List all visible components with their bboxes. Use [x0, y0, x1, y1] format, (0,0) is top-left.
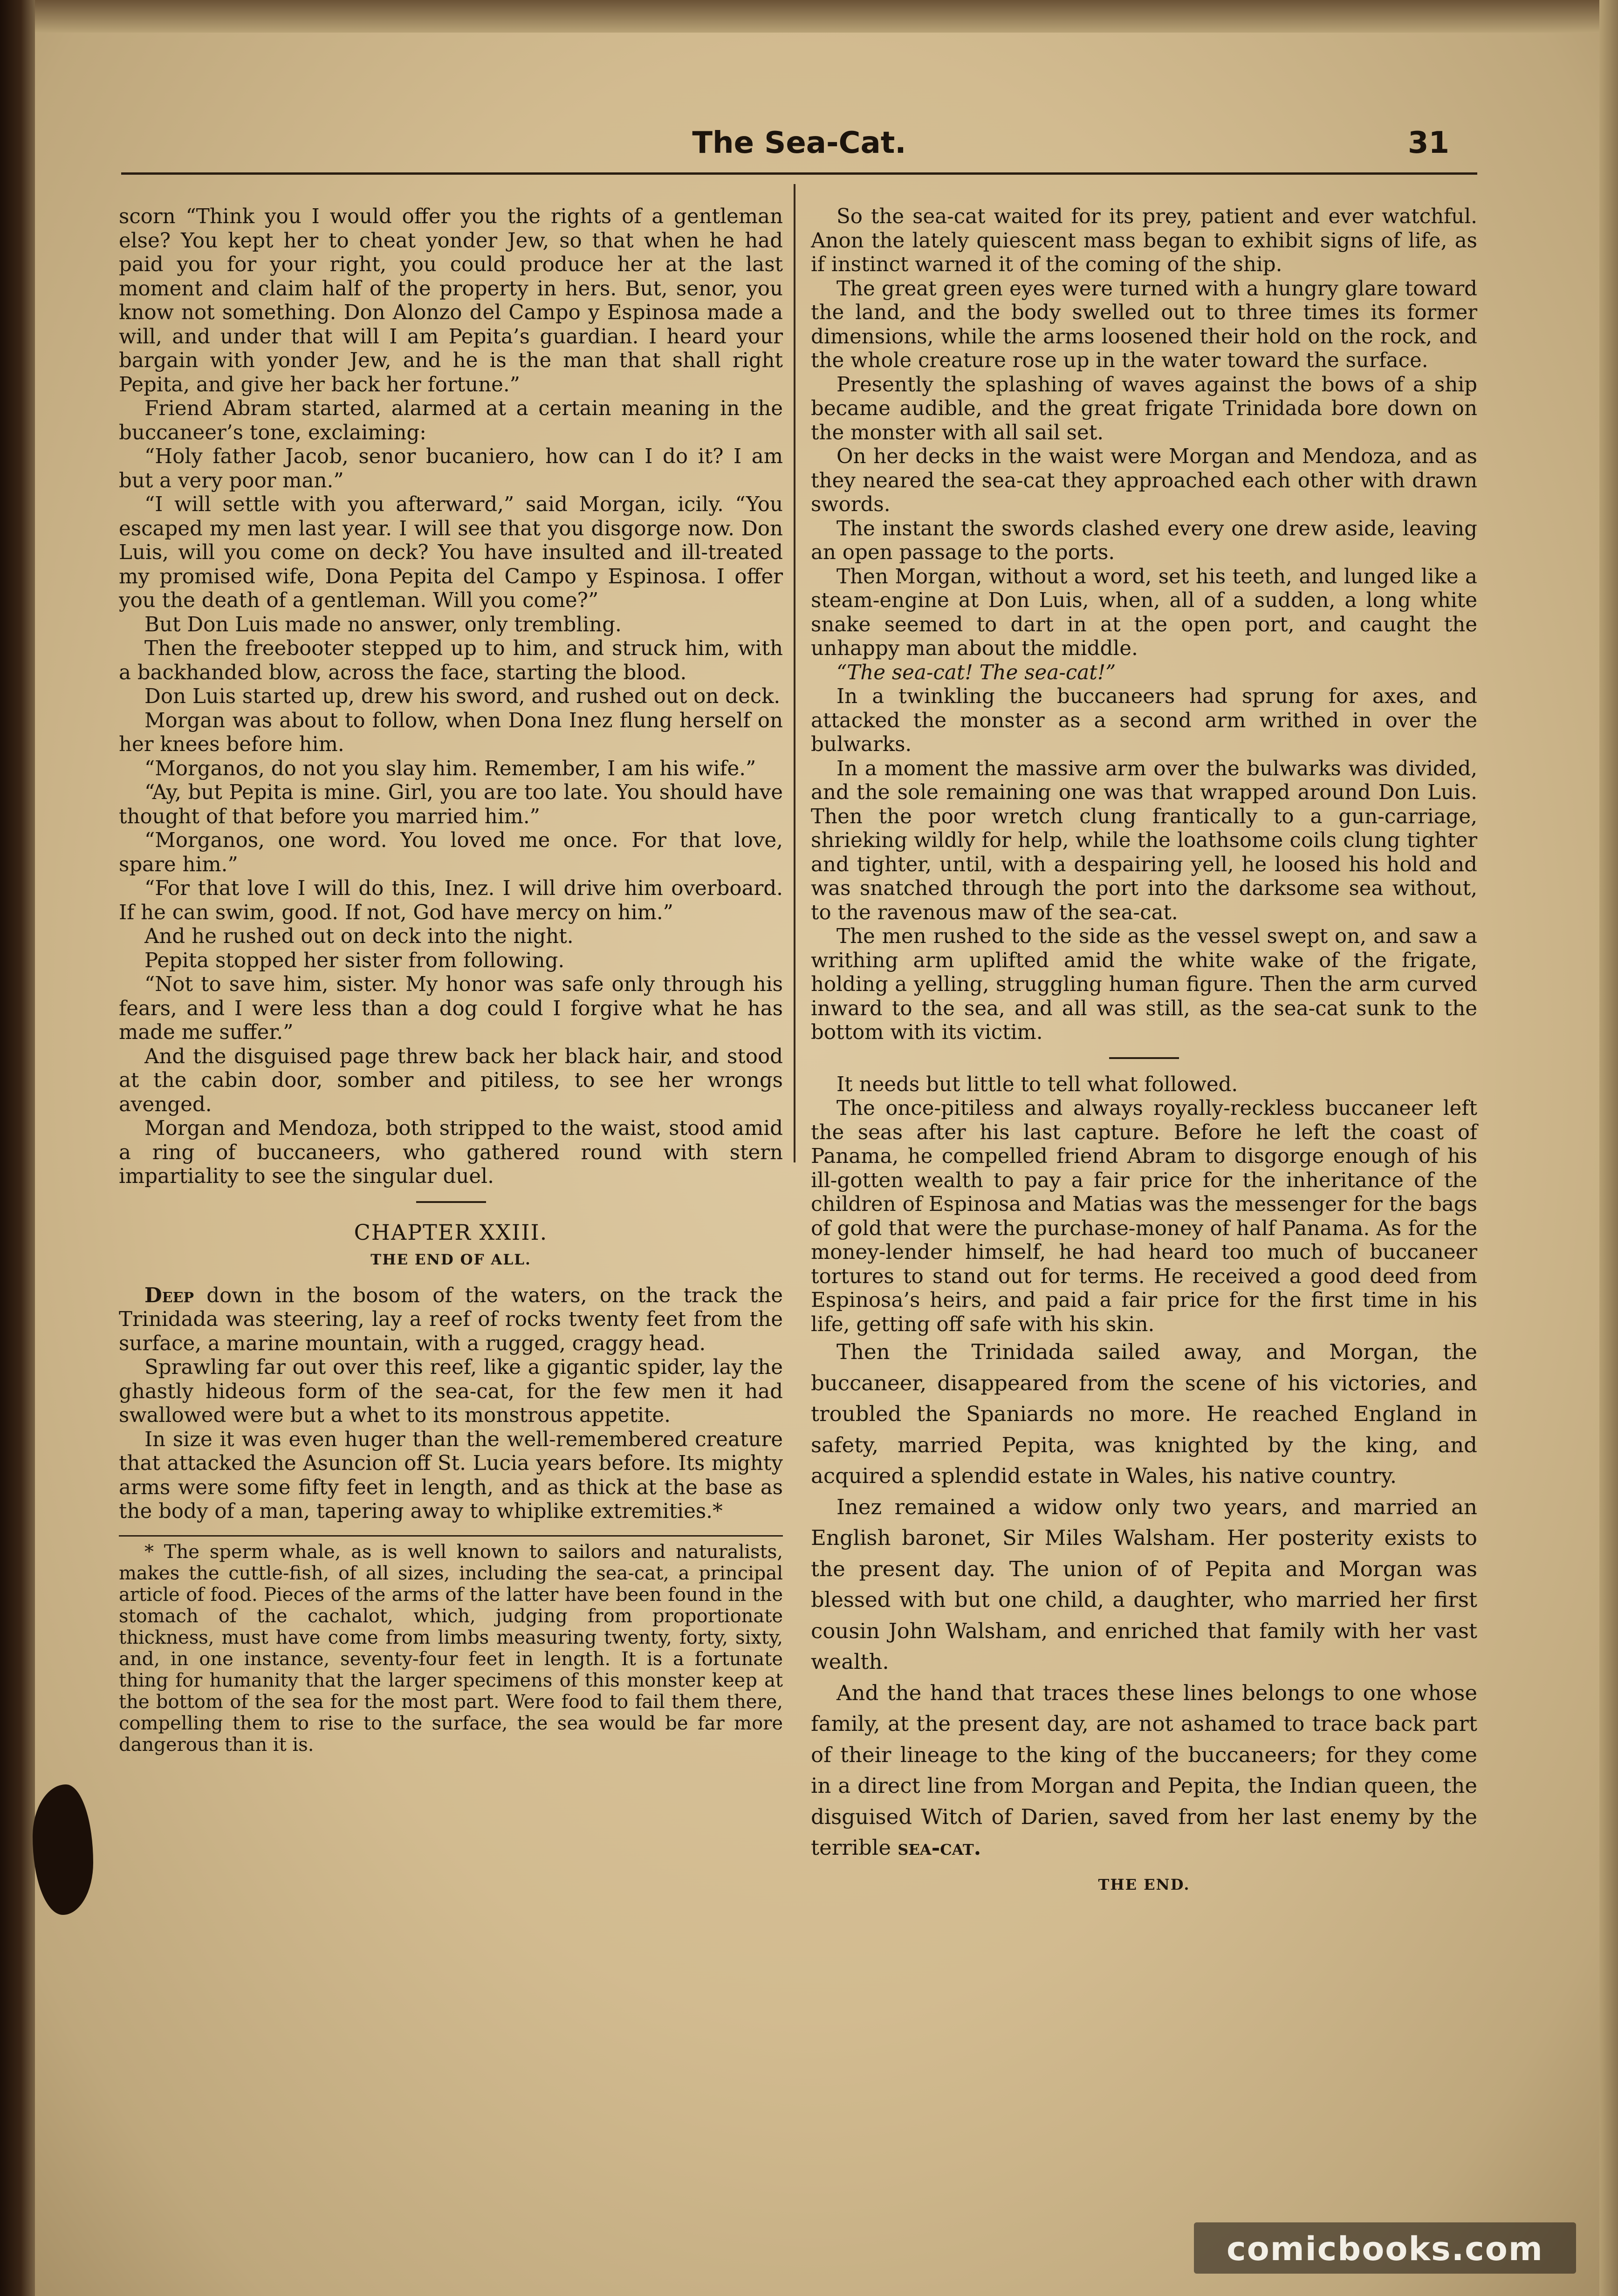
paragraph: “Holy father Jacob, senor bucaniero, how can I do it? I am but a very poor man.”: [119, 445, 783, 492]
chapter-subtitle: THE END OF ALL.: [370, 1251, 531, 1268]
paragraph: The instant the swords clashed every one drew aside, leaving an open passage to the ports.: [811, 517, 1477, 564]
page-top-shadow: [0, 0, 1618, 33]
footnote-rule: [119, 1535, 783, 1537]
paragraph: It needs but little to tell what followed.: [836, 1073, 1238, 1096]
paragraph: “Morganos, do not you slay him. Remember, I am his wife.”: [144, 757, 756, 780]
chapter-opening-paragraph: [119, 1284, 783, 1356]
paragraph: But Don Luis made no answer, only trembling.: [144, 613, 622, 636]
chapter-heading: CHAPTER XXIII.: [354, 1219, 548, 1245]
paragraph: Presently the splashing of waves against the bows of a ship became audible, and the great frigate Trinidada bore down on the monster with all sail set.: [811, 373, 1477, 444]
paragraph: “Morganos, one word. You loved me once. For that love, spare him.”: [119, 829, 783, 876]
paragraph: Don Luis started up, drew his sword, and rushed out on deck.: [144, 685, 781, 708]
drop-word: Deep: [144, 1283, 194, 1307]
paragraph: “Ay, but Pepita is mine. Girl, you are too late. You should have thought of that before you married him.”: [119, 781, 783, 828]
paragraph: “I will settle with you afterward,” said Morgan, icily. “You escaped my men last year. I will see that you disgorge now. Don Luis, will you come on deck? You have insulted and ill-treated my promised wife, Dona Pepita del Campo y Espinosa. I offer you the death of a gentleman. Will you come?”: [119, 493, 783, 612]
section-rule: [1109, 1057, 1179, 1059]
watermark-text: comicbooks.com: [1227, 2230, 1543, 2268]
paragraph: Friend Abram started, alarmed at a certain meaning in the buccaneer’s tone, exclaiming:: [119, 397, 783, 444]
paragraph: So the sea-cat waited for its prey, patient and ever watchful. Anon the lately quiescent mass began to exhibit signs of life, as if instinct warned it of the coming of the ship.: [811, 205, 1477, 276]
paragraph: “For that love I will do this, Inez. I will drive him overboard. If he can swim, good. If not, God have mercy on him.”: [119, 877, 783, 924]
right-column: [811, 205, 1477, 1897]
page-title: The Sea-Cat.: [692, 126, 906, 160]
left-column: [119, 205, 783, 1756]
paragraph: Morgan and Mendoza, both stripped to the waist, stood amid a ring of buccaneers, who gathered round with stern impartiality to see the singular duel.: [119, 1117, 783, 1188]
paragraph: And the disguised page threw back her black hair, and stood at the cabin door, somber and pitiless, to see her wrongs avenged.: [119, 1045, 783, 1116]
page-header: [121, 112, 1477, 182]
paragraph: The men rushed to the side as the vessel swept on, and saw a writhing arm uplifted amid the white wake of the frigate, holding a yelling, struggling human figure. Then the arm curved inward to the sea, and all was still, as the sea-cat sunk to the bottom with its victim.: [811, 925, 1477, 1044]
paragraph: Pepita stopped her sister from following.: [144, 949, 565, 972]
paragraph: In a moment the massive arm over the bulwarks was divided, and the sole remaining one was that wrapped around Don Luis. Then the poor wretch clung frantically to a gun-carriage, shrieking wildly for help, while the loathsome coils clung tighter and tighter, until, with a despairing yell, he loosed his hold and was snatched through the port into the darksome sea without, to the ravenous maw of the sea-cat.: [811, 757, 1477, 924]
closing-word: sea-cat.: [898, 1835, 981, 1860]
paragraph: Inez remained a widow only two years, and married an English baronet, Sir Miles Walsham. Her posterity exists to the present day. The union of of Pepita and Morgan was blessed with but one child, a daughter, who married her first cousin John Walsham, and enriched that family with her vast wealth.: [811, 1494, 1477, 1674]
paragraph-text: And the hand that traces these lines belongs to one whose family, at the present day, are not ashamed to trace back part of their lineage to the king of the buccaneers; for they come in a direct line from Morgan and Pepita, the Indian queen, the disguised Witch of Darien, saved from her last enemy by the terrible: [811, 1680, 1477, 1860]
column-divider: [794, 184, 795, 1162]
footnote: * The sperm whale, as is well known to sailors and naturalists, makes the cuttle-fish, of all sizes, including the sea-cat, a principal article of food. Pieces of the arms of the latter have been found in the stomach of the cachalot, which, judging from proportionate thickness, must have come from limbs measuring twenty, forty, sixty, and, in one instance, seventy-four feet in length. It is a fortunate thing for humanity that the larger specimens of this monster keep at the bottom of the sea for the most part. Were food to fail them there, compelling them to rise to the surface, the sea would be far more dangerous than it is.: [119, 1541, 783, 1756]
paragraph-text: down in the bosom of the waters, on the track the Trinidada was steering, lay a reef of rocks twenty feet from the surface, a marine mountain, with a rugged, craggy head.: [119, 1284, 783, 1355]
paragraph: Morgan was about to follow, when Dona Inez flung herself on her knees before him.: [119, 709, 783, 756]
the-end-label: THE END.: [1098, 1875, 1190, 1893]
binding-edge: [0, 0, 35, 2296]
paragraph: scorn “Think you I would offer you the rights of a gentleman else? You kept her to cheat yonder Jew, so that when he had paid you for your right, you could produce her at the last moment and claim half of the property in hers. But, senor, you know not something. Don Alonzo del Campo y Espinosa made a will, and under that will I am Pepita’s guardian. I heard your bargain with yonder Jew, and he is the man that shall right Pepita, and give her back her fortune.”: [119, 205, 783, 396]
paragraph: Then the freebooter stepped up to him, and struck him, with a backhanded blow, across the face, starting the blood.: [119, 637, 783, 684]
section-rule: [416, 1201, 486, 1203]
paragraph: On her decks in the waist were Morgan and Mendoza, and as they neared the sea-cat they approached each other with drawn swords.: [811, 445, 1477, 516]
site-watermark: [1194, 2222, 1576, 2274]
paragraph: The once-pitiless and always royally-reckless buccaneer left the seas after his last capture. Before he left the coast of Panama, he compelled friend Abram to disgorge enough of his ill-gotten wealth to pay a fair price for the inheritance of the children of Espinosa and Matias was the messenger for the bags of gold that were the purchase-money of half Panama. As for the money-lender himself, he had heard too much of buccaneer tortures to stand out for terms. He received a good deed from Espinosa’s heirs, and paid a fair price for the first time in his life, getting off safe with his skin.: [811, 1097, 1477, 1336]
paragraph: “Not to save him, sister. My honor was safe only through his fears, and I were less than a dog could I forgive what he has made me suffer.”: [119, 973, 783, 1044]
page-right-edge: [1599, 0, 1618, 2296]
paper-tear: [33, 1784, 93, 1915]
paragraph: Then Morgan, without a word, set his teeth, and lunged like a steam-engine at Don Luis, when, all of a sudden, a long white snake seemed to dart in at the open port, and caught the unhappy man about the middle.: [811, 565, 1477, 660]
closing-paragraph: [811, 1678, 1477, 1864]
paragraph: And he rushed out on deck into the night.: [144, 925, 574, 948]
paragraph: In size it was even huger than the well-remembered creature that attacked the Asuncion off St. Lucia years before. Its mighty arms were some fifty feet in length, and as thick at the base as the body of a man, tapering away to whiplike extremities.*: [119, 1428, 783, 1523]
page-number: 31: [1407, 126, 1449, 160]
header-rule: [121, 172, 1477, 175]
paragraph: Sprawling far out over this reef, like a gigantic spider, lay the ghastly hideous form of the sea-cat, for the few men it had swallowed were but a whet to its monstrous appetite.: [119, 1356, 783, 1427]
paragraph: “The sea-cat! The sea-cat!”: [836, 661, 1116, 684]
paragraph: Then the Trinidada sailed away, and Morgan, the buccaneer, disappeared from the scene of his victories, and troubled the Spaniards no more. He reached England in safety, married Pepita, was knighted by the king, and acquired a splendid estate in Wales, his native country.: [811, 1339, 1477, 1488]
paragraph: In a twinkling the buccaneers had sprung for axes, and attacked the monster as a second arm writhed in over the bulwarks.: [811, 685, 1477, 756]
paragraph: The great green eyes were turned with a hungry glare toward the land, and the body swelled out to three times its former dimensions, while the arms loosened their hold on the rock, and the whole creature rose up in the water toward the surface.: [811, 277, 1477, 372]
